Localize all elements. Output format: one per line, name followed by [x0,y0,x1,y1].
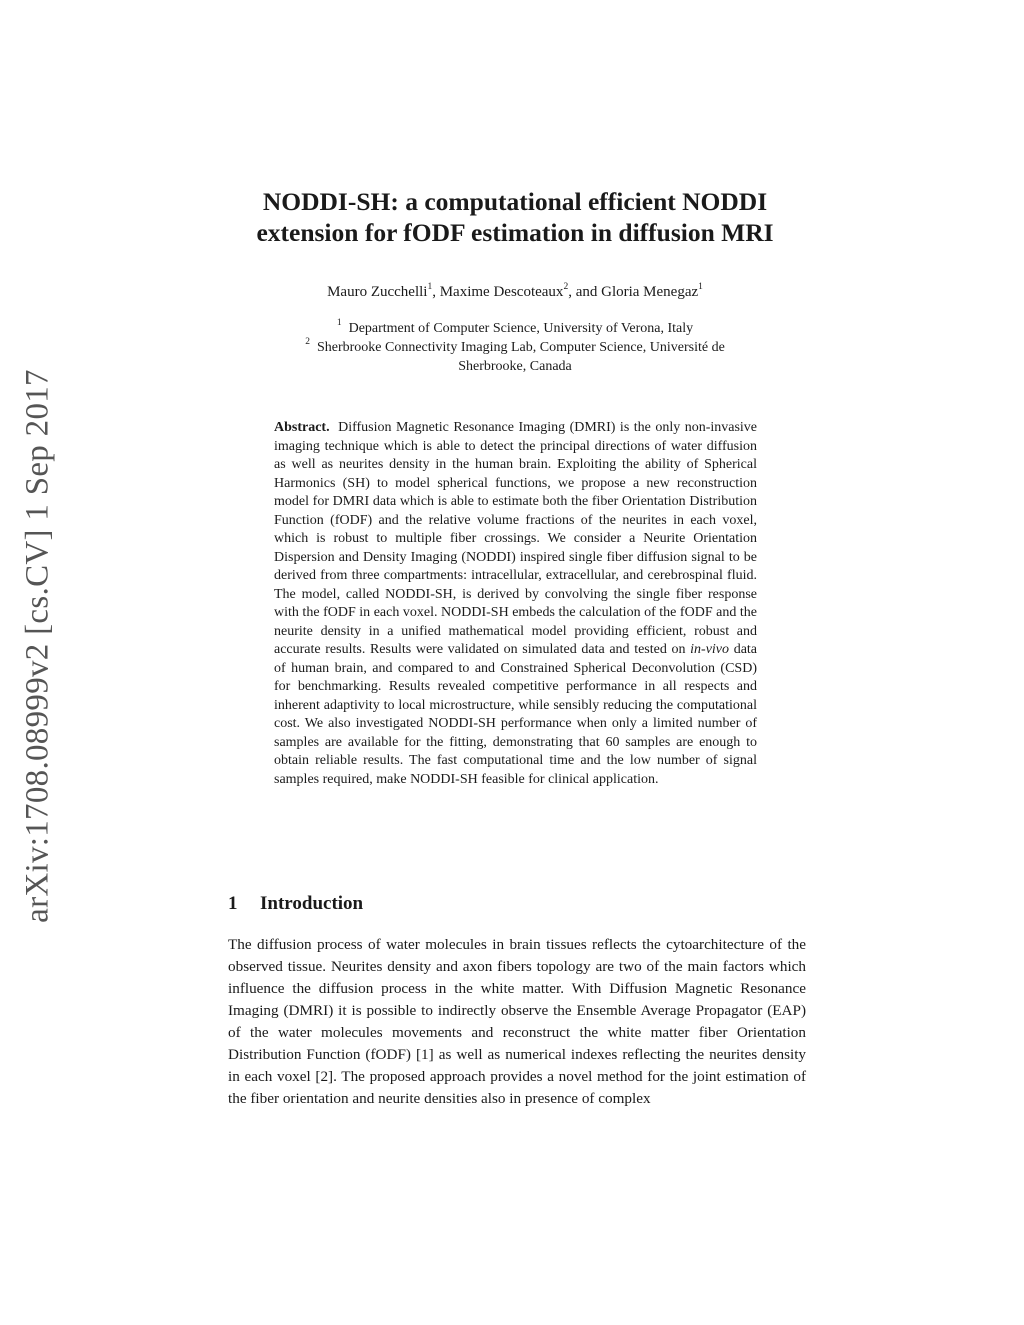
affiliation-1 [200,319,830,338]
abstract-text: Diffusion Magnetic Resonance Imaging (DMRI) is the only non-invasive imaging technique which is able to detect the principal directions of water diffusion as well as neurites density in the human brain. Exploiting the ability of Spherical Harmonics (SH) to model spherical functions, we propose a new reconstruction model for DMRI data which is able to estimate both the fiber Orientation Distribution Function (fODF) and the relative volume fractions of the neurites in each voxel, which is robust to multiple fiber crossings. We consider a Neurite Orientation Dispersion and Density Imaging (NODDI) inspired single fiber diffusion signal to be derived from three compartments: intracellular, extracellular, and cerebrospinal fluid. The model, called NODDI-SH, is derived by convolving the single fiber response with the fODF in each voxel. NODDI-SH embeds the calculation of the fODF and the neurite density in a unified mathematical model providing efficient, robust and accurate results. Results were validated on simulated data and tested on [274,420,758,657]
affiliation-mark: 1 [698,282,703,292]
affiliation-2 [200,338,830,357]
section-heading [228,893,363,915]
citation-link[interactable]: [1] [416,1046,434,1063]
affiliation-text: Department of Computer Science, University of Verona, Italy [348,321,694,336]
author-name: Gloria Menegaz [601,284,699,300]
affiliation-2-continued [200,357,830,376]
section-title: Introduction [260,893,364,914]
intro-text-continued: as well as numerical indexes reflecting the neurites density in each voxel [228,1046,807,1085]
section-number: 1 [228,893,238,914]
author-list [200,284,830,301]
affiliation-mark: 1 [336,318,342,329]
citation-link[interactable]: [2] [315,1068,334,1085]
affiliation-mark: 2 [305,337,310,348]
affiliation-mark: 1 [427,282,433,292]
paper-title [200,186,830,248]
abstract-label: Abstract. [274,420,330,435]
title-line-1: NODDI-SH: a computational efficient NODDI [262,187,768,216]
affiliation-text: Sherbrooke, Canada [458,359,572,374]
affiliation-list [200,319,830,376]
affiliation-mark: 2 [563,282,569,292]
abstract-italic-term: in-vivo [690,642,730,657]
author-name: Mauro Zucchelli [327,284,428,300]
affiliation-text: Sherbrooke Connectivity Imaging Lab, Computer Science, Université de [316,340,725,355]
intro-text: The diffusion process of water molecules in brain tissues reflects the cytoarchitecture of the observed tissue. Neurites density and axon fibers topology are two of the main factors which influence the diffusion process in the white matter. With Diffusion Magnetic Resonance Imaging (DMRI) it is possible to indirectly observe the Ensemble Average Propagator (EAP) of the water molecules movements and reconstruct the white matter fiber Orientation Distribution Function (fODF) [228,936,806,1063]
abstract-text-continued: data of human brain, and compared to and Constrained Spherical Deconvolution (CSD) for benchmarking. Results revealed competitive performance in all respects and inherent adaptivity to local microstructure, while sensibly reducing the computational cost. We also investigated NODDI-SH performance when only a limited number of samples are available for the fitting, demonstrating that 60 samples are enough to obtain reliable results. The fast computational time and the low number of signal samples required, make NODDI-SH feasible for clinical application. [274,642,758,787]
introduction-paragraph [228,934,806,1110]
author-separator: , [432,284,440,300]
arxiv-identifier: arXiv:1708.08999v2 [cs.CV] 1 Sep 2017 [19,369,56,923]
abstract [274,419,757,789]
title-line-2: extension for fODF estimation in diffusion MRI [256,218,774,247]
author-name: Maxime Descoteaux [439,284,564,300]
intro-text-end: . The proposed approach provides a novel method for the joint estimation of the fiber orientation and neurite densities also in presence of complex [228,1068,806,1107]
author-separator: , and [568,284,602,300]
